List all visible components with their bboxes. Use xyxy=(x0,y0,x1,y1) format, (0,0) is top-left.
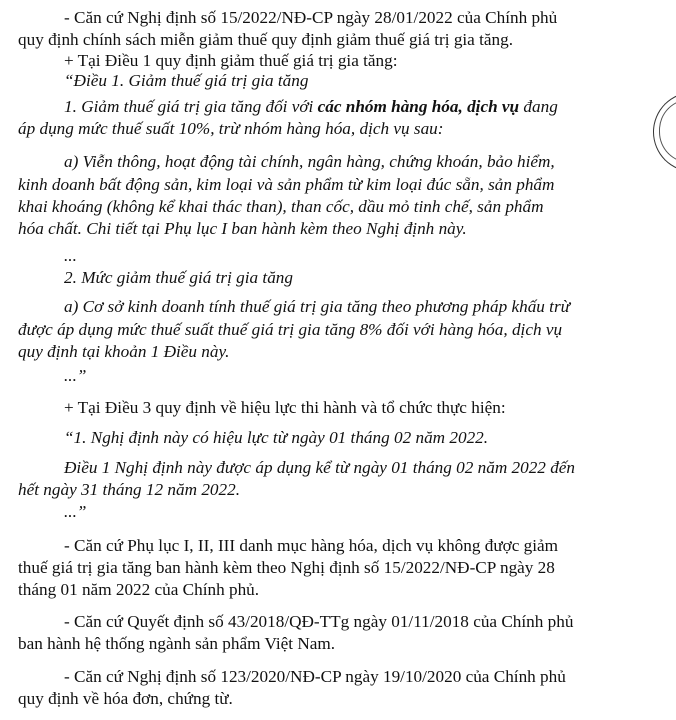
doc-line: a) Viễn thông, hoạt động tài chính, ngân hàng, chứng khoán, bảo hiểm, xyxy=(64,152,555,171)
doc-line: “Điều 1. Giảm thuế giá trị gia tăng xyxy=(64,71,309,90)
doc-line xyxy=(64,97,558,117)
doc-line: Điều 1 Nghị định này được áp dụng kể từ ngày 01 tháng 02 năm 2022 đến xyxy=(64,458,576,477)
doc-line: thuế giá trị gia tăng ban hành kèm theo Nghị định số 15/2022/NĐ-CP ngày 28 xyxy=(18,558,555,577)
stamp-seal xyxy=(653,92,676,172)
doc-line: - Căn cứ Quyết định số 43/2018/QĐ-TTg ngày 01/11/2018 của Chính phủ xyxy=(64,612,574,631)
doc-line: tháng 01 năm 2022 của Chính phủ. xyxy=(18,580,260,599)
doc-line: 2. Mức giảm thuế giá trị gia tăng xyxy=(64,268,293,287)
doc-line: quy định về hóa đơn, chứng từ. xyxy=(18,689,233,708)
doc-line: áp dụng mức thuế suất 10%, trừ nhóm hàng hóa, dịch vụ sau: xyxy=(18,119,444,138)
doc-line: a) Cơ sở kinh doanh tính thuế giá trị gia tăng theo phương pháp khấu trừ xyxy=(64,297,571,316)
doc-line: - Căn cứ Phụ lục I, II, III danh mục hàng hóa, dịch vụ không được giảm xyxy=(64,536,559,555)
doc-line-emphasis: các nhóm hàng hóa, dịch vụ xyxy=(317,97,520,116)
doc-line: + Tại Điều 3 quy định về hiệu lực thi hành và tổ chức thực hiện: xyxy=(64,398,506,417)
doc-line: ... xyxy=(64,246,77,265)
doc-line: - Căn cứ Nghị định số 15/2022/NĐ-CP ngày 28/01/2022 của Chính phủ xyxy=(64,8,558,27)
doc-line: - Căn cứ Nghị định số 123/2020/NĐ-CP ngày 19/10/2020 của Chính phủ xyxy=(64,667,566,686)
doc-line: + Tại Điều 1 quy định giảm thuế giá trị gia tăng: xyxy=(64,51,398,70)
doc-line: quy định chính sách miễn giảm thuế quy định giảm thuế giá trị gia tăng. xyxy=(18,30,513,49)
doc-line: ...” xyxy=(64,366,87,385)
doc-line-part: đang xyxy=(519,97,558,116)
doc-line: quy định tại khoản 1 Điều này. xyxy=(18,342,230,361)
doc-line: hóa chất. Chi tiết tại Phụ lục I ban hành kèm theo Nghị định này. xyxy=(18,219,467,238)
doc-line: khai khoáng (không kể khai thác than), than cốc, dầu mỏ tinh chế, sản phẩm xyxy=(18,197,544,216)
doc-line: ban hành hệ thống ngành sản phẩm Việt Nam. xyxy=(18,634,336,653)
doc-line: kinh doanh bất động sản, kim loại và sản phẩm từ kim loại đúc sẵn, sản phẩm xyxy=(18,175,555,194)
doc-line: hết ngày 31 tháng 12 năm 2022. xyxy=(18,480,240,499)
doc-line: “1. Nghị định này có hiệu lực từ ngày 01 tháng 02 năm 2022. xyxy=(64,428,489,447)
doc-line: được áp dụng mức thuế suất thuế giá trị gia tăng 8% đối với hàng hóa, dịch vụ xyxy=(18,320,563,339)
doc-line: ...” xyxy=(64,502,87,521)
doc-line-part: 1. Giảm thuế giá trị gia tăng đối với xyxy=(64,97,318,116)
